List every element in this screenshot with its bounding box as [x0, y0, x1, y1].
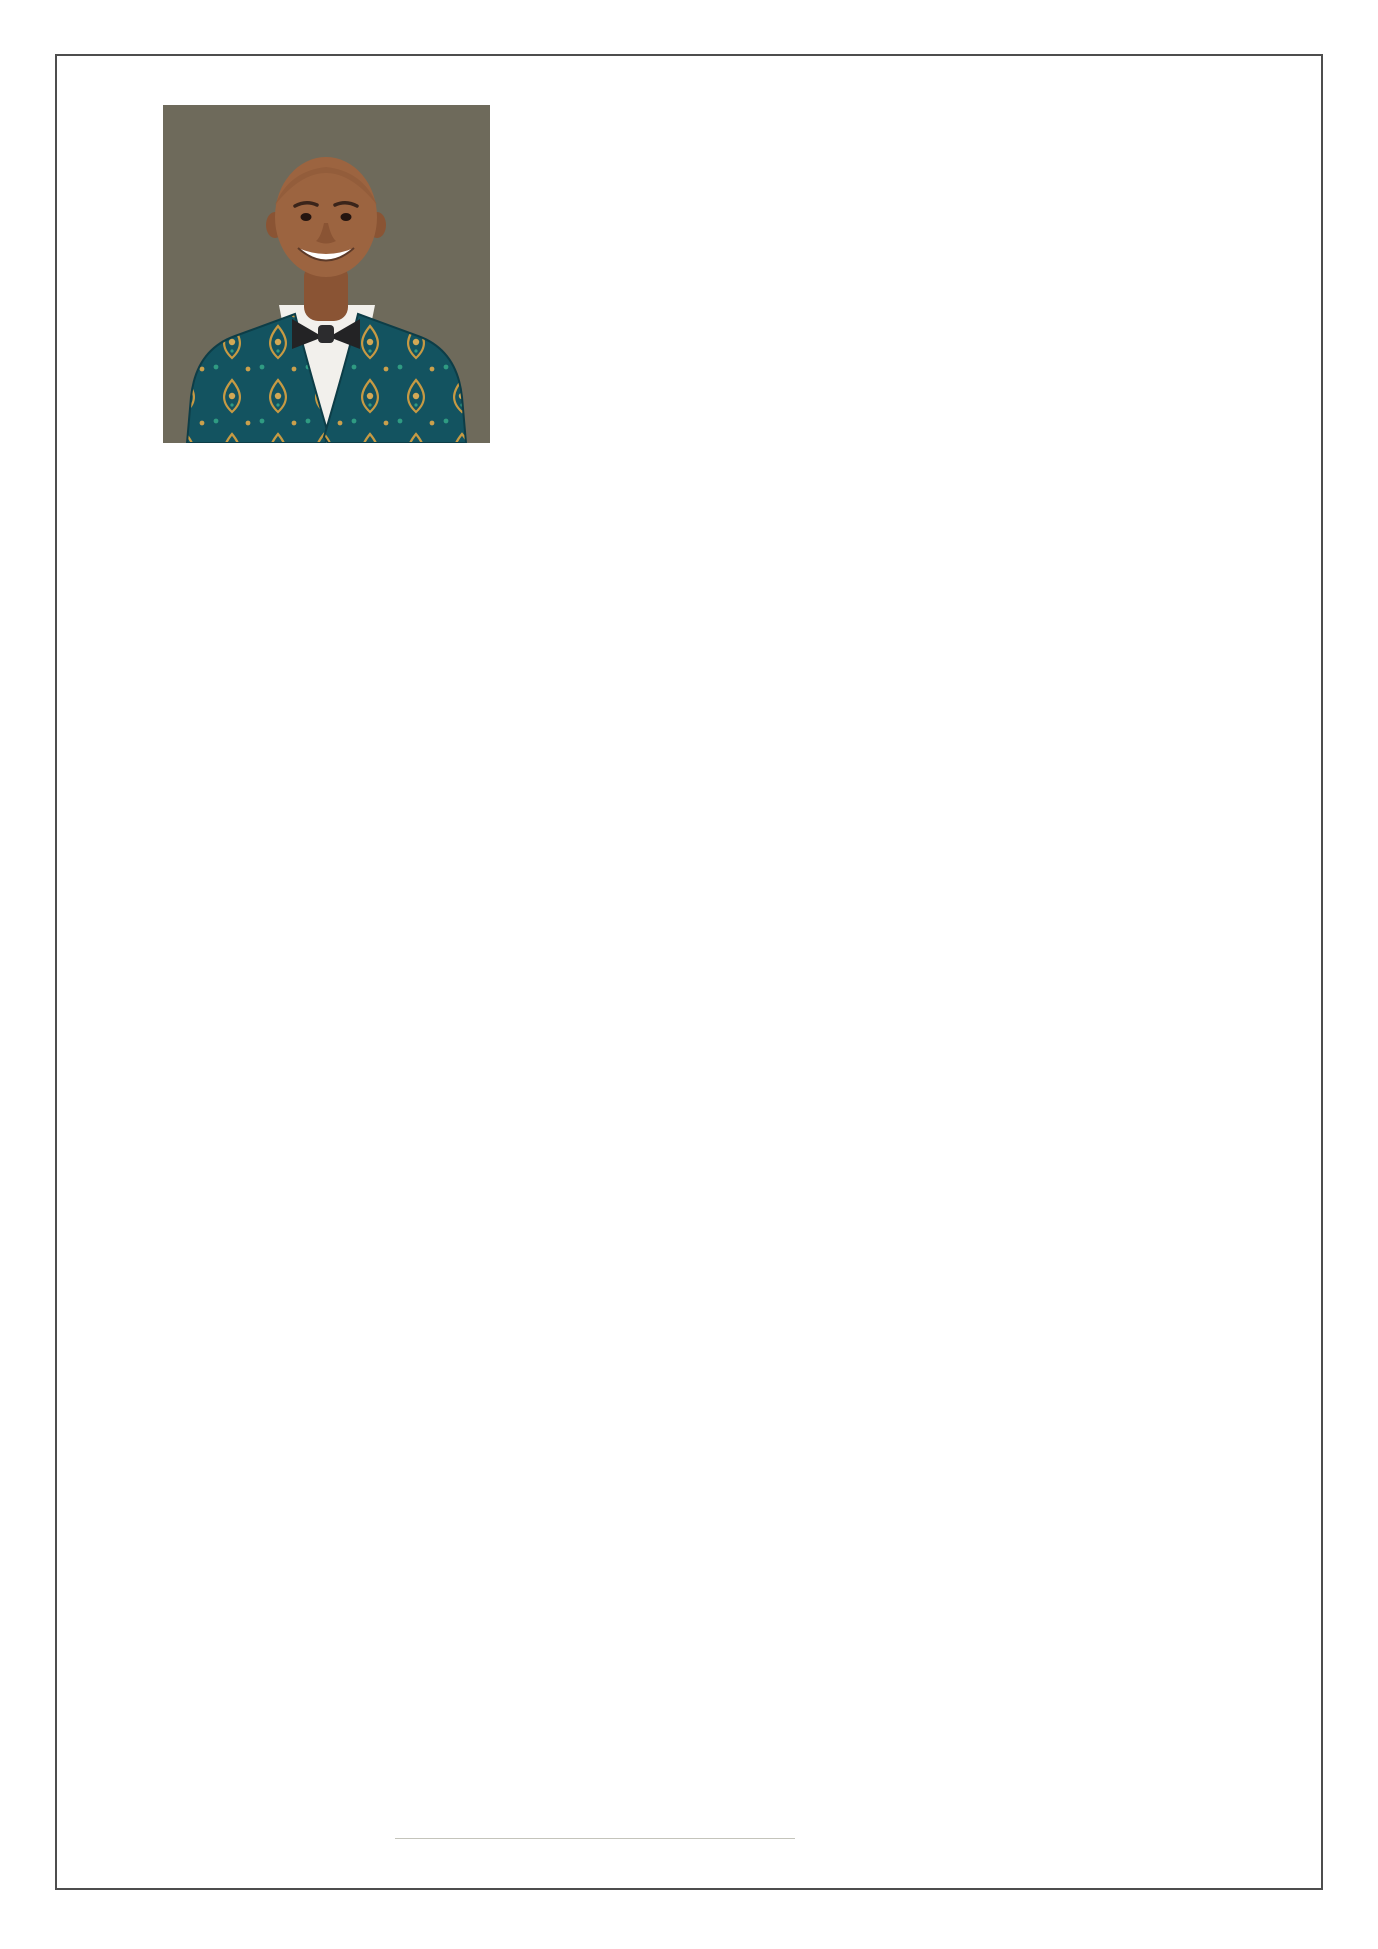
footer-info-column: [395, 1829, 795, 1874]
separator: [395, 1849, 403, 1866]
deceased-header: [163, 105, 1211, 443]
footer-divider: [395, 1838, 795, 1839]
deceased-title-block: [490, 105, 1211, 443]
portrait-illustration: [163, 105, 490, 443]
separator: [403, 1849, 411, 1866]
funeral-home-footer: [365, 1829, 795, 1874]
deceased-photo: [163, 105, 490, 443]
footer-contact-line: [395, 1849, 795, 1867]
page-border: [55, 54, 1323, 1890]
